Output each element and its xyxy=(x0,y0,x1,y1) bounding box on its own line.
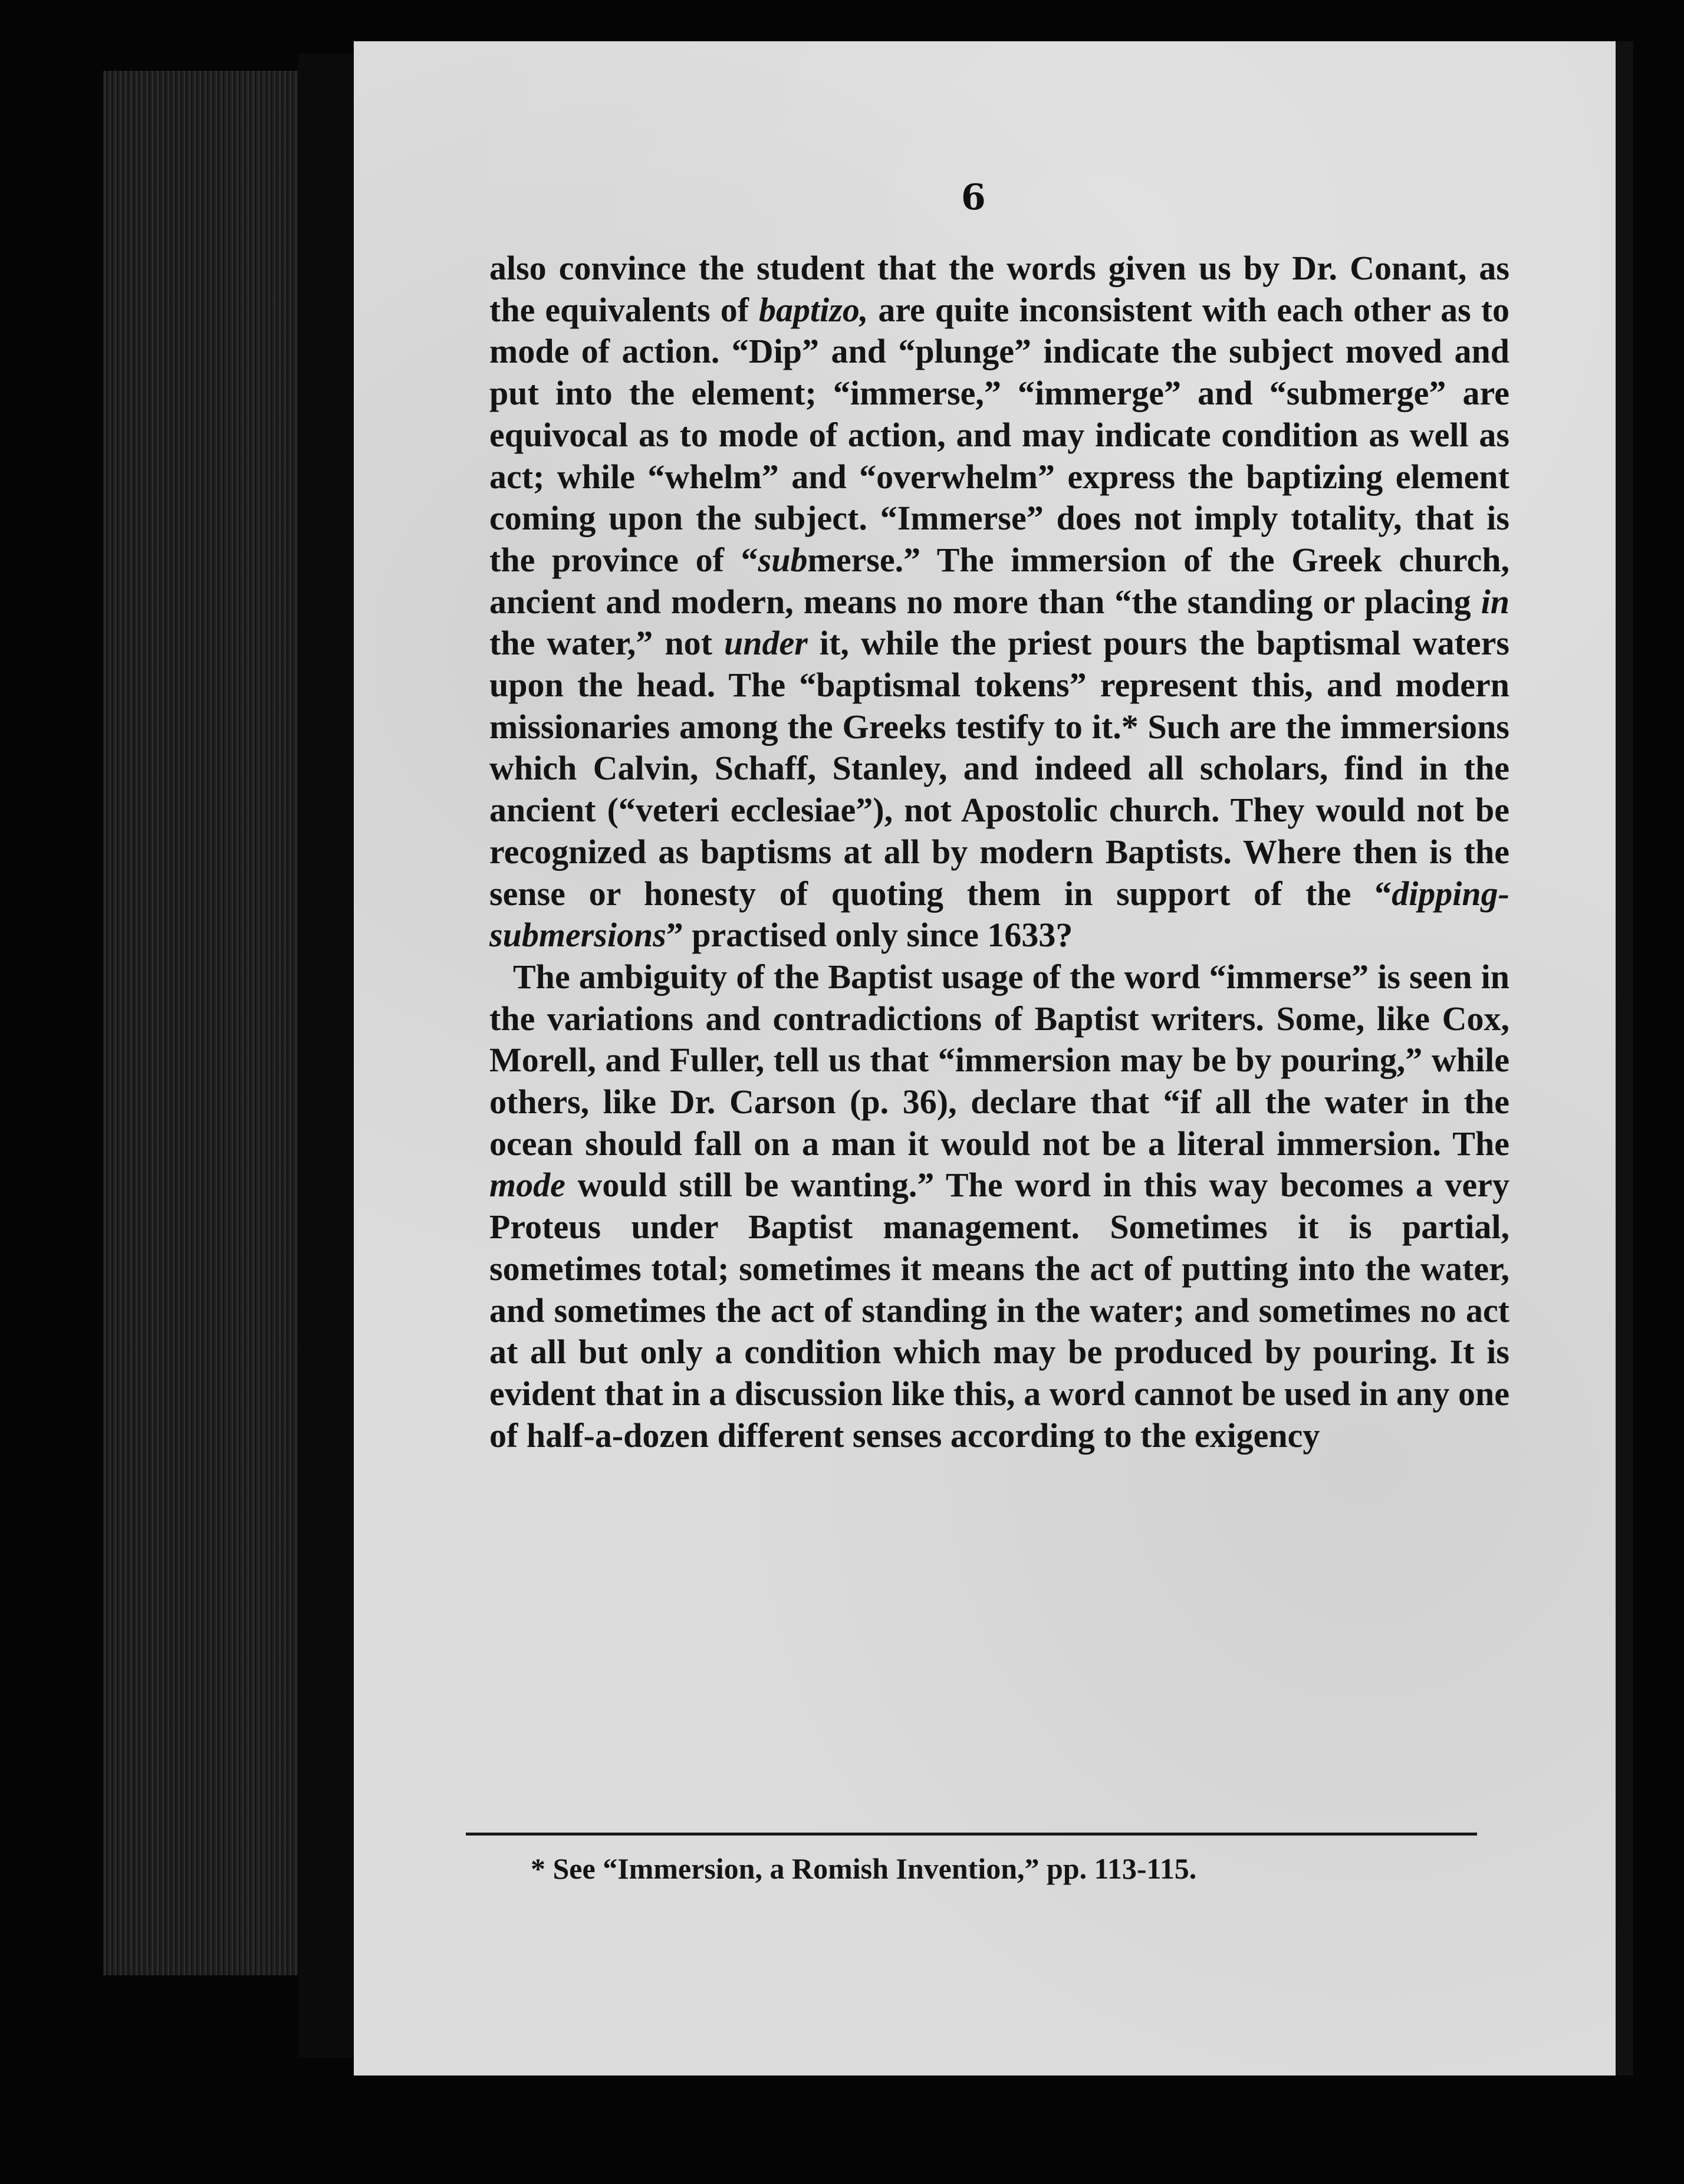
footnote: * See “Immersion, a Romish Invention,” pp. 113-115. xyxy=(531,1852,1197,1885)
text-run: it, while the priest pours the baptismal waters upon the head. The “baptismal tokens” represent this, and modern missionaries among the Greeks testify to it.* Such are the immersions which Calvin, Schaff, Stanley, and indeed all scholars, find in the ancient (“veteri ecclesiae”), not Apostolic church. They would not be recognized as baptisms at all by modern Baptists. Where then is the sense or honesty of quoting them in support of the “ xyxy=(489,624,1509,913)
body-text xyxy=(489,248,1509,1456)
text-run: would still be wanting.” The word in this way becomes a very Proteus under Baptist management. Sometimes it is partial, sometimes total; sometimes it means the act of putting into the water, and sometimes the act of standing in the water; and sometimes no act at all but only a condition which may be produced by pouring. It is evident that in a discussion like this, a word cannot be used in any one of half-a-dozen different senses according to the exigency xyxy=(489,1166,1509,1455)
text-run: also convince the student that the words given us by Dr. Conant, as the equivalents of xyxy=(489,249,1509,329)
italic-text-run: dipping-submersions xyxy=(489,874,1509,955)
italic-text-run: in xyxy=(1481,582,1509,621)
paragraph-1 xyxy=(489,248,1509,956)
italic-text-run: baptizo, xyxy=(759,290,869,329)
text-run: are quite inconsistent with each other as to mode of action. “Dip” and “plunge” indicate the subject moved and put into the element; “immerse,” “immerge” and “submerge” are equivocal as to mode of action, and may indicate condition as well as act; while “whelm” and “overwhelm” express the baptizing element coming upon the subject. “Immerse” does not imply totality, that is the province of “ xyxy=(489,290,1510,579)
text-run: ” practised only since 1633? xyxy=(666,916,1073,955)
paragraph-2 xyxy=(489,956,1509,1456)
text-run: The ambiguity of the Baptist usage of the word “immerse” is seen in the variations and contradictions of Baptist writers. Some, like Cox, Morell, and Fuller, tell us that “immersion may be by pouring,” while others, like Dr. Carson (p. 36), declare that “if all the water in the ocean should fall on a man it would not be a literal immersion. The xyxy=(489,957,1509,1163)
page-number: 6 xyxy=(961,177,986,218)
italic-text-run: mode xyxy=(489,1166,565,1205)
italic-text-run: under xyxy=(724,624,808,663)
book-gutter xyxy=(298,53,354,2058)
italic-text-run: sub xyxy=(758,540,808,579)
footnote-rule xyxy=(466,1833,1477,1836)
text-run: the water,” not xyxy=(489,624,725,663)
text-run: merse.” The immersion of the Greek church, ancient and modern, means no more than “the standing or placing xyxy=(489,540,1509,621)
